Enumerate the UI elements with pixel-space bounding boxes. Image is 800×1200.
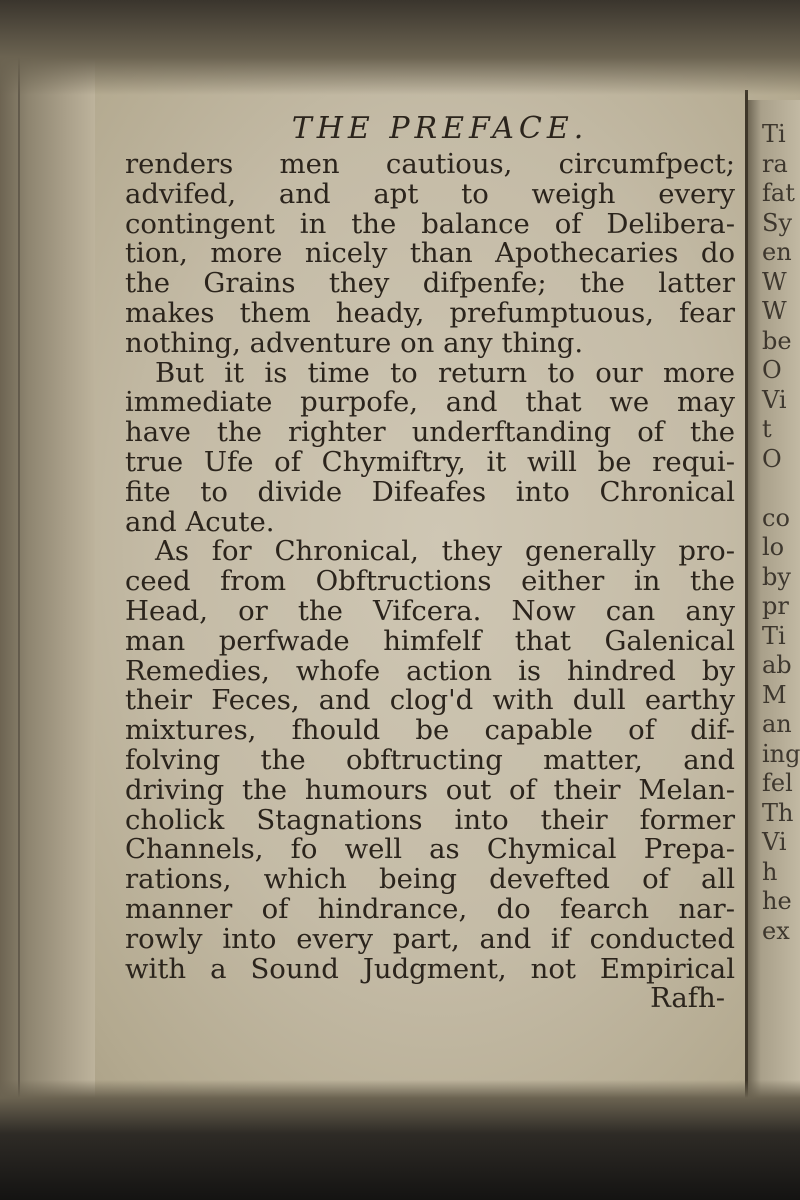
text-line: nothing, adventure on any thing. [125, 326, 584, 359]
adjacent-page-edge [748, 100, 800, 1100]
body-lines [125, 150, 735, 984]
text-line: tion, more nicely than Apothecaries do [125, 237, 735, 270]
photo-frame-bottom [0, 1080, 800, 1200]
text-line: manner of hindrance, do fearch nar- [125, 892, 735, 925]
text-line: renders men cautious, circumfpect; [125, 148, 735, 180]
text-line: But it is time to return to our more [155, 356, 735, 389]
binding-gutter [0, 0, 95, 1200]
text-line: immediate purpofe, and that we may [125, 386, 735, 419]
catchword: Rafh- [650, 982, 725, 1015]
text-line: contingent in the balance of Delibera- [125, 207, 735, 240]
text-line: fite to divide Difeafes into Chronical [125, 475, 735, 508]
text-line: true Ufe of Chymiftry, it will be requi- [125, 445, 735, 478]
text-line: As for Chronical, they generally pro- [155, 535, 735, 568]
text-line: Remedies, whofe action is hindred by [125, 654, 735, 687]
adjacent-page-text: Ti ra fat Sy en W W be O Vi t O co lo by pr Ti ab M an ing fel Th Vi h he ex [762, 120, 800, 945]
text-line: Head, or the Vifcera. Now can any [125, 594, 735, 627]
text-line: makes them heady, prefumptuous, fear [125, 296, 735, 329]
text-line: rations, which being devefted of all [125, 863, 735, 896]
page-text [125, 108, 735, 1014]
text-line: cholick Stagnations into their former [125, 803, 735, 836]
text-line: have the righter underftanding of the [125, 416, 735, 449]
text-line: mixtures, fhould be capable of dif- [125, 714, 735, 747]
photo-frame-top [0, 0, 800, 95]
text-line: the Grains they difpenfe; the latter [125, 267, 735, 300]
text-line: driving the humours out of their Melan- [125, 773, 735, 806]
text-line: Channels, fo well as Chymical Prepa- [125, 833, 735, 866]
text-line: with a Sound Judgment, not Empirical [125, 952, 735, 985]
text-line: and Acute. [125, 505, 275, 538]
text-line: ceed from Obftructions either in the [125, 565, 735, 598]
running-head: THE PREFACE. [291, 111, 589, 146]
text-line: rowly into every part, and if conducted [125, 922, 735, 955]
text-line: advifed, and apt to weigh every [125, 177, 735, 210]
text-line: their Feces, and clog'd with dull earthy [125, 684, 735, 717]
text-line: folving the obftructing matter, and [125, 743, 735, 776]
page-edge-rule [745, 90, 748, 1100]
text-line: man perfwade himfelf that Galenical [125, 624, 735, 657]
